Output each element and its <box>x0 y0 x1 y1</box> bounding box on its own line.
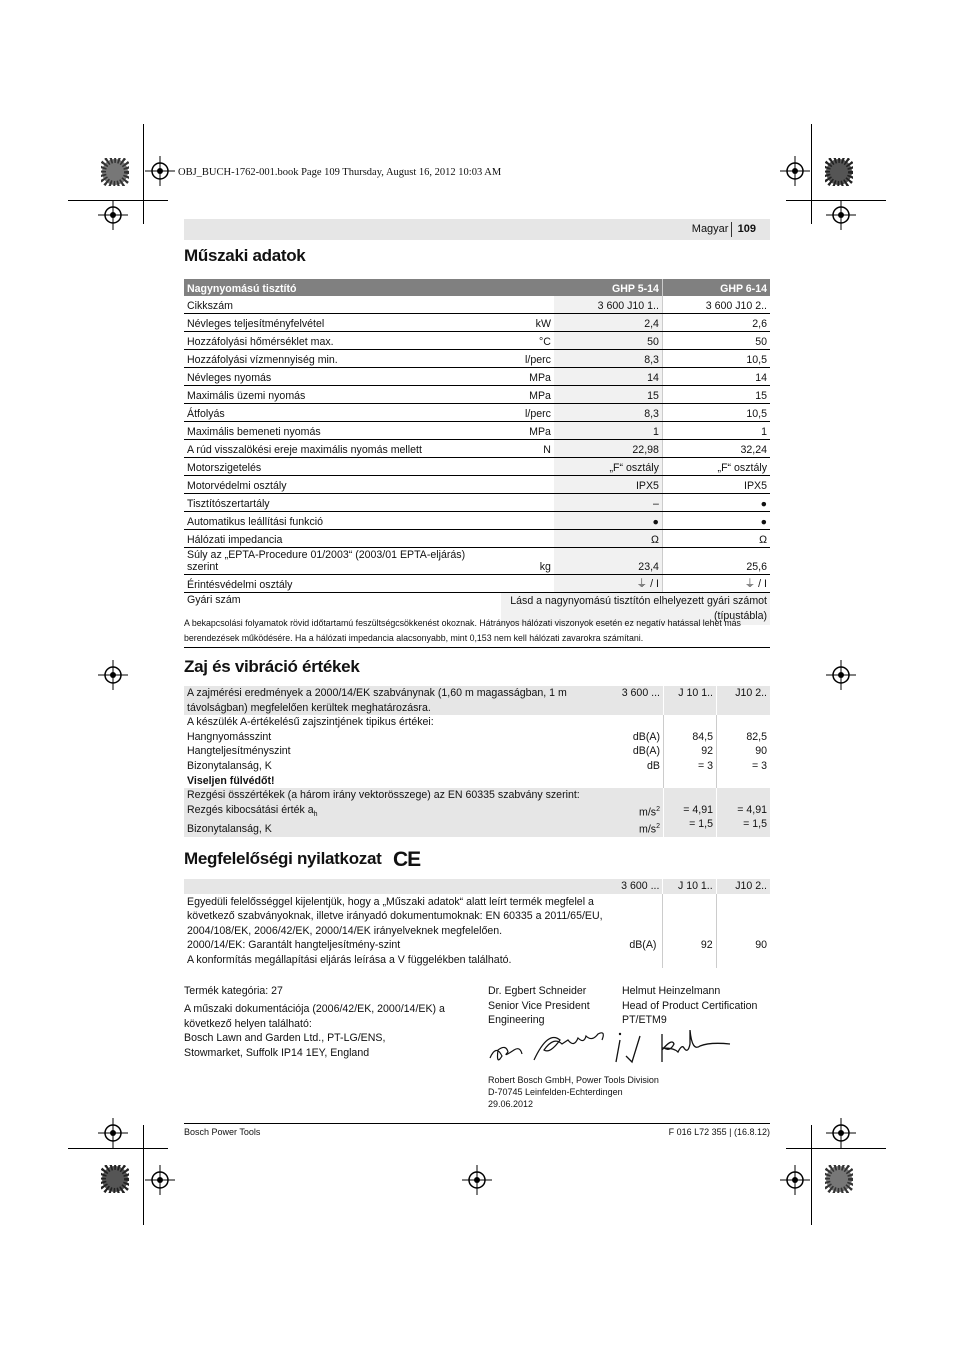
registration-target-icon <box>98 200 128 230</box>
crop-mark <box>143 124 144 224</box>
specs-note: A bekapcsolási folyamatok rövid időtartamú feszültségcsökkenést okoznak. Hátrányos hálózati viszonyok esetén ez negatív hatással lehet más berendezések működésére. Ha a hálózati impedancia alacsonyabb, mint 0,153 nem kell hálózati zavarokra számítani. <box>184 616 770 648</box>
product-category: Termék kategória: 27 <box>184 985 283 997</box>
company-address: Robert Bosch GmbH, Power Tools Division D-70745 Leinfelden-Echterdingen 29.06.2012 <box>488 1075 659 1109</box>
table-row: Névleges teljesítményfelvétel kW 2,4 2,6 <box>184 314 770 332</box>
specs-table <box>184 279 770 625</box>
color-wheel-icon <box>825 1165 853 1193</box>
table-row: Automatikus leállítási funkció ● ● <box>184 512 770 530</box>
specs-title: Műszaki adatok <box>184 246 306 265</box>
registration-target-icon <box>98 1118 128 1148</box>
registration-target-icon <box>462 1165 492 1195</box>
conformity-title: Megfelelőségi nyilatkozat <box>184 849 382 868</box>
registration-target-icon <box>145 156 175 186</box>
registration-target-icon <box>98 660 128 690</box>
crop-mark <box>68 1148 168 1149</box>
serial-row: Gyári szám Lásd a nagynyomású tisztítón elhelyezett gyári számot (típustábla) <box>184 593 770 626</box>
conformity-table: 3 600 ... J 10 1.. J10 2.. Egyedüli felelősséggel kijelentjük, hogy a „Műszaki adatok“ alatt leírt termék megfelel a következő szabványoknak, illetve irányadó dokumentumoknak: EN 60335 a 2011/65/EU, 2004/108/EK, 2006/42/EK, 2000/14/EK irányelveknek megfelelően. 2000/14/EK: Garantált hangteljesítmény-szint dB(A) A konformítás megállapítási eljárás leírása a V függelékben található. 92 90 <box>184 879 770 968</box>
table-row: Cikkszám 3 600 J10 1.. 3 600 J10 2.. <box>184 296 770 314</box>
signer-1: Dr. Egbert Schneider Senior Vice President Engineering <box>488 985 590 1026</box>
table-row: Hozzáfolyási vízmennyiség min. l/perc 8,3 10,5 <box>184 350 770 368</box>
specs-header-row: Nagynyomású tisztító GHP 5-14 GHP 6-14 <box>184 279 770 296</box>
table-row: Maximális üzemi nyomás MPa 15 15 <box>184 386 770 404</box>
table-row: A rúd visszalökési ereje maximális nyomás mellett N 22,98 32,24 <box>184 440 770 458</box>
color-wheel-icon <box>825 158 853 186</box>
header-separator <box>731 222 732 237</box>
table-row: Érintésvédelmi osztály ⏚ / I ⏚ / I <box>184 575 770 593</box>
table-row: Tisztítószertartály – ● <box>184 494 770 512</box>
signer-2: Helmut Heinzelmann Head of Product Certification PT/ETM9 <box>622 985 758 1026</box>
registration-target-icon <box>826 1118 856 1148</box>
hearing-warning: Viseljen fülvédőt! <box>187 774 275 787</box>
crop-mark <box>143 1125 144 1225</box>
page-number: 109 <box>737 223 756 235</box>
table-row: Hozzáfolyási hőmérséklet max. °C 50 50 <box>184 332 770 350</box>
footer-right: F 016 L72 355 | (16.8.12) <box>668 1127 770 1137</box>
footer-left: Bosch Power Tools <box>184 1127 261 1137</box>
registration-target-icon <box>780 1165 810 1195</box>
tech-docs: A műszaki dokumentációja (2006/42/EK, 2000/14/EK) a következő helyen található: Bosch Lawn and Garden Ltd., PT-LG/ENS, Stowmarket, Suffolk IP14 1EY, England <box>184 1003 445 1059</box>
color-wheel-icon <box>101 1165 129 1193</box>
crop-mark <box>811 1125 812 1225</box>
noise-title: Zaj és vibráció értékek <box>184 657 360 676</box>
header-language: Magyar <box>691 223 729 235</box>
table-row: Súly az „EPTA-Procedure 01/2003“ (2003/01 EPTA-eljárás) szerint kg 23,4 25,6 <box>184 548 770 575</box>
table-row: Átfolyás l/perc 8,3 10,5 <box>184 404 770 422</box>
table-row: Motorvédelmi osztály IPX5 IPX5 <box>184 476 770 494</box>
file-header: OBJ_BUCH-1762-001.book Page 109 Thursday, August 16, 2012 10:03 AM <box>178 167 502 178</box>
crop-mark <box>786 1148 886 1149</box>
table-row: Hálózati impedancia Ω Ω <box>184 530 770 548</box>
table-row: Névleges nyomás MPa 14 14 <box>184 368 770 386</box>
signatures-image <box>486 1028 746 1070</box>
crop-mark <box>811 124 812 224</box>
registration-target-icon <box>826 200 856 230</box>
registration-target-icon <box>780 156 810 186</box>
registration-target-icon <box>145 1165 175 1195</box>
color-wheel-icon <box>101 158 129 186</box>
table-row: Motorszigetelés „F“ osztály „F“ osztály <box>184 458 770 476</box>
noise-table: A zajmérési eredmények a 2000/14/EK szabványnak (1,60 m magasságban, 1 m távolságban) megfelelően kerültek meghatározásra. 3 600 ... J 10 1.. J10 2.. A készülék A-értékelésű zajszintjének tipikus értékei: Hangnyomásszint Hangteljesítményszint Bizonytalanság, K Viseljen fülvédőt! dB(A) dB(A) dB 84,5 92 = 3 82,5 90 = 3 Rezgési összértékek (a három irány vektorösszege) az EN 60335 szabvány szerint: Rezgés kibocsátási érték $a_h$ Bizonytalanság, K $m/s^2$ $m/s^2$ = 4,91 = 1,5 = 4,91 = 1,5 <box>184 686 770 837</box>
footer-divider <box>184 1123 770 1124</box>
ce-mark-icon: CE <box>393 848 421 871</box>
registration-target-icon <box>826 660 856 690</box>
page-header <box>184 219 770 240</box>
table-row: Maximális bemeneti nyomás MPa 1 1 <box>184 422 770 440</box>
